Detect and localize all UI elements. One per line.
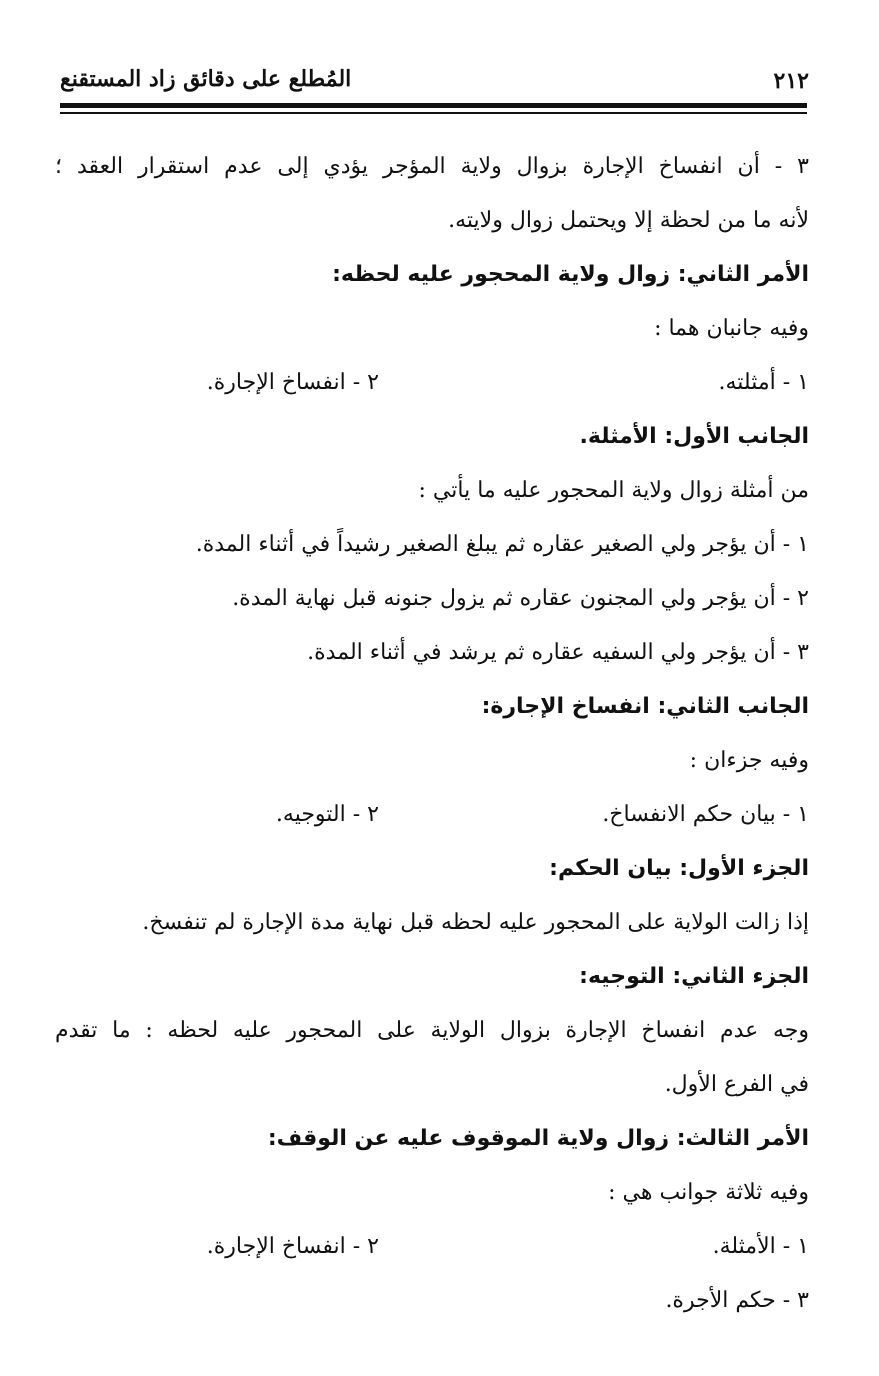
list-item: ٢ - انفساخ الإجارة. xyxy=(206,1234,379,1259)
paragraph-line: وفيه جانبان هما : xyxy=(654,316,809,341)
list-item: ٣ - حكم الأجرة. xyxy=(665,1288,809,1313)
section-heading: الجزء الثاني: التوجيه: xyxy=(579,964,809,989)
paragraph-line: في الفرع الأول. xyxy=(664,1072,809,1097)
list-item: ١ - أمثلته. xyxy=(718,370,809,395)
header-rule-thin xyxy=(60,112,807,114)
list-row xyxy=(55,788,809,842)
paragraph-line: وفيه جزءان : xyxy=(689,748,809,773)
paragraph-line: من أمثلة زوال ولاية المحجور عليه ما يأتي : xyxy=(418,478,809,503)
paragraph-line: وجه عدم انفساخ الإجارة بزوال الولاية على المحجور عليه لحظه : ما تقدم xyxy=(55,1018,809,1043)
paragraph-line: لأنه ما من لحظة إلا ويحتمل زوال ولايته. xyxy=(448,208,809,233)
section-heading: الجزء الأول: بيان الحكم: xyxy=(549,856,809,881)
list-item: ٣ - أن يؤجر ولي السفيه عقاره ثم يرشد في أثناء المدة. xyxy=(307,640,809,665)
section-heading: الجانب الأول: الأمثلة. xyxy=(579,424,809,449)
section-heading: الأمر الثالث: زوال ولاية الموقوف عليه عن الوقف: xyxy=(267,1126,809,1151)
section-heading: الجانب الثاني: انفساخ الإجارة: xyxy=(481,694,809,719)
list-item: ٢ - أن يؤجر ولي المجنون عقاره ثم يزول جنونه قبل نهاية المدة. xyxy=(232,586,809,611)
list-row xyxy=(55,356,809,410)
paragraph-line: وفيه ثلاثة جوانب هي : xyxy=(608,1180,809,1205)
book-title: المُطلع على دقائق زاد المستقنع xyxy=(60,66,352,92)
paragraph-line: ٣ - أن انفساخ الإجارة بزوال ولاية المؤجر يؤدي إلى عدم استقرار العقد ؛ xyxy=(55,154,809,179)
list-item: ٢ - انفساخ الإجارة. xyxy=(206,370,379,395)
list-row xyxy=(55,1220,809,1274)
list-item: ١ - الأمثلة. xyxy=(712,1234,809,1259)
section-heading: الأمر الثاني: زوال ولاية المحجور عليه لحظه: xyxy=(332,262,809,287)
paragraph-line: إذا زالت الولاية على المحجور عليه لحظه قبل نهاية مدة الإجارة لم تنفسخ. xyxy=(142,910,809,935)
page-header xyxy=(60,60,809,100)
list-item: ٢ - التوجيه. xyxy=(275,802,379,827)
list-item: ١ - أن يؤجر ولي الصغير عقاره ثم يبلغ الصغير رشيداً في أثناء المدة. xyxy=(195,532,809,557)
page-number: ٢١٢ xyxy=(773,68,809,94)
list-item: ١ - بيان حكم الانفساخ. xyxy=(602,802,809,827)
header-rule-thick xyxy=(60,103,807,108)
page-body xyxy=(55,140,809,1328)
